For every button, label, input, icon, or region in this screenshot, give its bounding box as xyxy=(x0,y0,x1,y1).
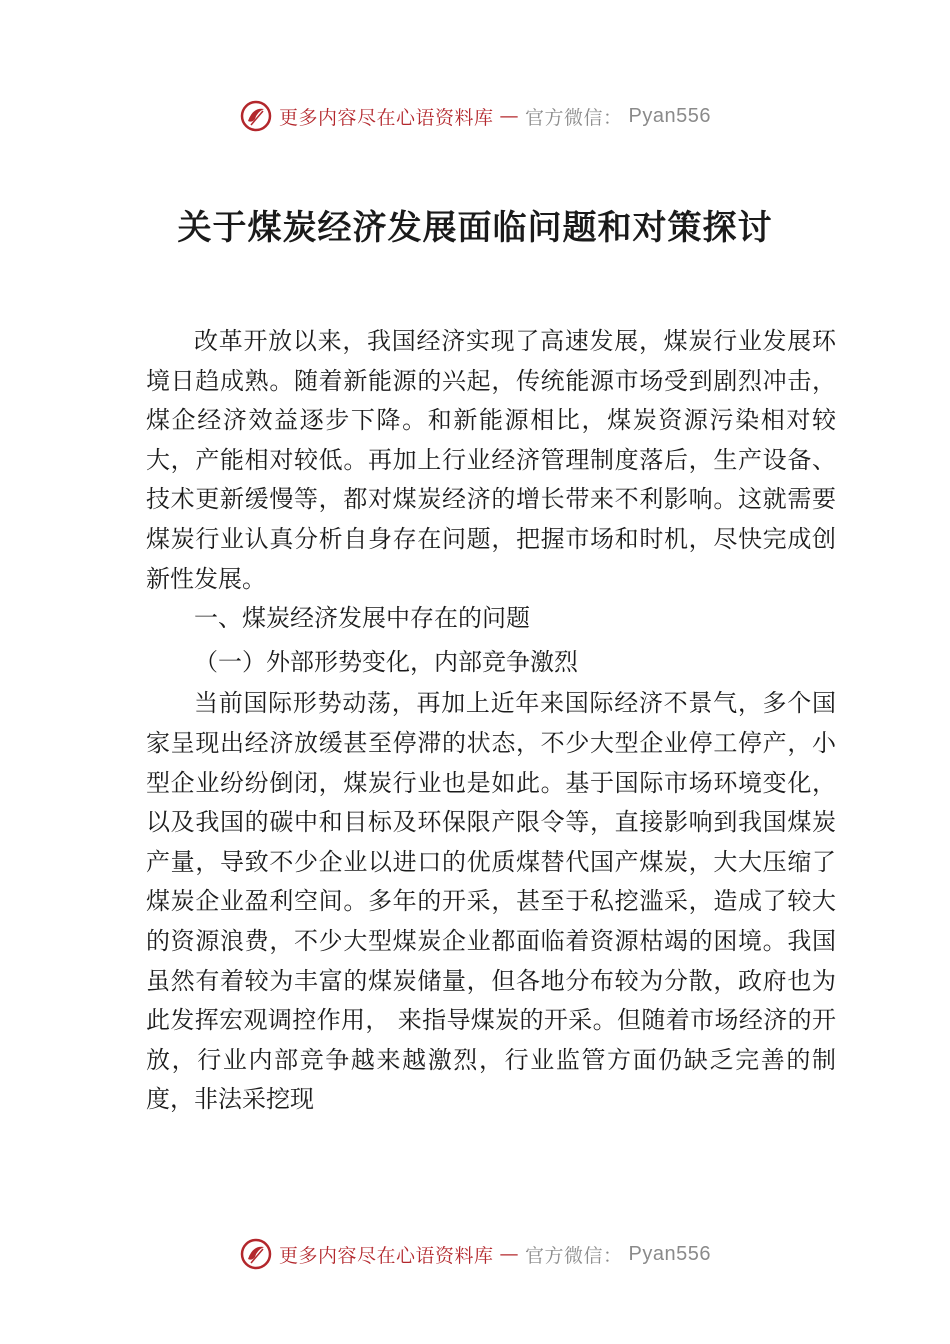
section-heading: 一、煤炭经济发展中存在的问题 xyxy=(194,604,530,633)
library-logo-icon xyxy=(239,1237,273,1271)
subsection-heading: （一）外部形势变化，内部竞争激烈 xyxy=(194,647,578,676)
banner-wechat-label: 官方微信： xyxy=(525,106,623,129)
library-logo-icon xyxy=(239,99,273,133)
banner-brand-text: 更多内容尽在心语资料库 xyxy=(279,1244,494,1267)
header-banner xyxy=(0,96,950,136)
intro-paragraph: 改革开放以来，我国经济实现了高速发展，煤炭行业发展环境日趋成熟。随着新能源的兴起，传统能源市场受到剧烈冲击，煤企经济效益逐步下降。和新能源相比，煤炭资源污染相对较大，产能相对较低。再加上行业经济管理制度落后，生产设备、技术更新缓慢等，都对煤炭经济的增长带来不利影响。这就需要煤炭行业认真分析自身存在问题，把握市场和时机，尽快完成创新性发展。 xyxy=(146,327,836,593)
document-title: 关于煤炭经济发展面临问题和对策探讨 xyxy=(177,208,773,248)
banner-wechat-id: Pyan556 xyxy=(628,1242,711,1265)
footer-banner xyxy=(0,1234,950,1274)
banner-dash: — xyxy=(499,105,520,127)
banner-dash: — xyxy=(499,1243,520,1265)
banner-wechat-id: Pyan556 xyxy=(628,104,711,127)
banner-wechat-label: 官方微信： xyxy=(525,1244,623,1267)
document-body xyxy=(146,322,836,1120)
body-paragraph: 当前国际形势动荡，再加上近年来国际经济不景气，多个国家呈现出经济放缓甚至停滞的状态，不少大型企业停工停产，小型企业纷纷倒闭，煤炭行业也是如此。基于国际市场环境变化，以及我国的碳中和目标及环保限产限令等，直接影响到我国煤炭产量，导致不少企业以进口的优质煤替代国产煤炭，大大压缩了煤炭企业盈利空间。多年的开采，甚至于私挖滥采，造成了较大的资源浪费，不少大型煤炭企业都面临着资源枯竭的困境。我国虽然有着较为丰富的煤炭储量，但各地分布较为分散，政府也为此发挥宏观调控作用， 来指导煤炭的开采。但随着市场经济的开放，行业内部竞争越来越激烈，行业监管方面仍缺乏完善的制度，非法采挖现 xyxy=(146,689,836,1114)
banner-brand-text: 更多内容尽在心语资料库 xyxy=(279,106,494,129)
